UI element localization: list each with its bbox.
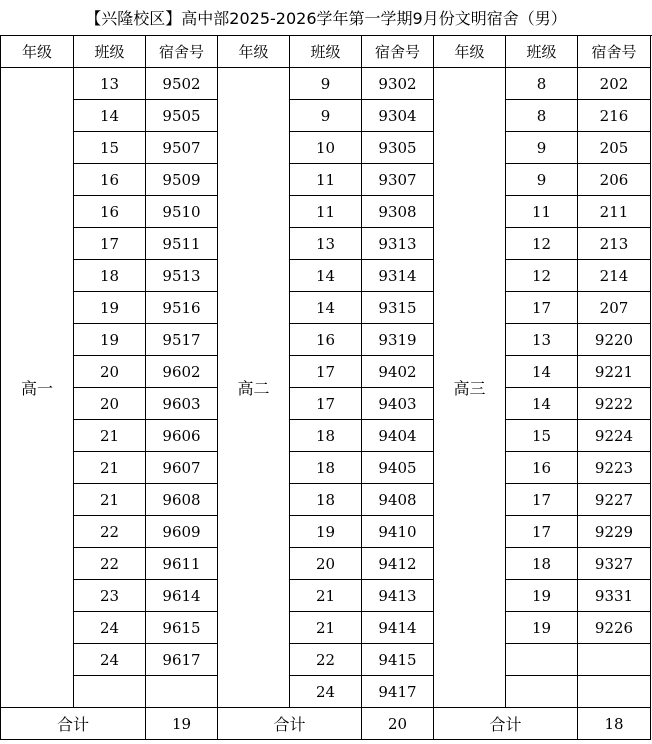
grade-cell[interactable]: 高二 <box>218 68 290 708</box>
table-row <box>1 68 651 100</box>
class-cell[interactable]: 17 <box>290 356 362 388</box>
dorm-cell[interactable]: 9617 <box>146 644 218 676</box>
class-cell[interactable]: 12 <box>506 228 578 260</box>
dorm-cell[interactable]: 9226 <box>578 612 651 644</box>
header-cell-class-3[interactable]: 班级 <box>506 36 578 68</box>
dorm-cell[interactable]: 9327 <box>578 548 651 580</box>
class-cell[interactable]: 18 <box>290 484 362 516</box>
class-cell[interactable]: 19 <box>74 292 146 324</box>
table-row <box>1 228 651 260</box>
class-cell[interactable]: 22 <box>74 548 146 580</box>
dormitory-table <box>0 35 651 740</box>
header-cell-class-2[interactable]: 班级 <box>290 36 362 68</box>
dorm-cell[interactable]: 9307 <box>362 164 434 196</box>
table-row <box>1 100 651 132</box>
class-cell[interactable]: 22 <box>290 644 362 676</box>
table-row <box>1 356 651 388</box>
table-row <box>1 516 651 548</box>
class-cell[interactable]: 19 <box>506 612 578 644</box>
dorm-cell[interactable]: 9614 <box>146 580 218 612</box>
class-cell[interactable]: 24 <box>74 644 146 676</box>
class-cell[interactable]: 10 <box>290 132 362 164</box>
class-cell[interactable]: 12 <box>506 260 578 292</box>
dorm-cell[interactable]: 9319 <box>362 324 434 356</box>
class-cell[interactable]: 14 <box>290 292 362 324</box>
class-cell[interactable]: 8 <box>506 100 578 132</box>
dorm-cell[interactable]: 9502 <box>146 68 218 100</box>
class-cell[interactable] <box>74 676 146 708</box>
class-cell[interactable]: 20 <box>74 356 146 388</box>
dorm-cell[interactable]: 9516 <box>146 292 218 324</box>
class-cell[interactable]: 11 <box>290 164 362 196</box>
dorm-cell[interactable]: 9315 <box>362 292 434 324</box>
table-row <box>1 612 651 644</box>
class-cell[interactable]: 23 <box>74 580 146 612</box>
dorm-cell[interactable]: 9602 <box>146 356 218 388</box>
class-cell[interactable]: 14 <box>74 100 146 132</box>
dorm-cell[interactable]: 9510 <box>146 196 218 228</box>
class-cell[interactable]: 13 <box>74 68 146 100</box>
dorm-cell[interactable]: 9331 <box>578 580 651 612</box>
class-cell[interactable]: 11 <box>290 196 362 228</box>
dorm-cell[interactable]: 9221 <box>578 356 651 388</box>
class-cell[interactable]: 14 <box>506 356 578 388</box>
class-cell[interactable]: 8 <box>506 68 578 100</box>
table-row <box>1 132 651 164</box>
class-cell[interactable]: 14 <box>290 260 362 292</box>
dorm-cell[interactable]: 9606 <box>146 420 218 452</box>
total-label-cell[interactable]: 合计 <box>434 708 578 740</box>
table-row <box>1 580 651 612</box>
class-cell[interactable]: 21 <box>74 484 146 516</box>
dorm-cell[interactable]: 9313 <box>362 228 434 260</box>
header-cell-dorm-1[interactable]: 宿舍号 <box>146 36 218 68</box>
class-cell[interactable] <box>506 644 578 676</box>
dorm-cell[interactable]: 214 <box>578 260 651 292</box>
class-cell[interactable]: 9 <box>290 68 362 100</box>
grade-cell[interactable]: 高三 <box>434 68 506 708</box>
table-row <box>1 388 651 420</box>
dorm-cell[interactable]: 9414 <box>362 612 434 644</box>
dorm-cell[interactable]: 9224 <box>578 420 651 452</box>
dorm-cell[interactable]: 207 <box>578 292 651 324</box>
class-cell[interactable]: 21 <box>74 452 146 484</box>
dorm-cell[interactable]: 9405 <box>362 452 434 484</box>
dorm-cell[interactable]: 9611 <box>146 548 218 580</box>
class-cell[interactable]: 13 <box>506 324 578 356</box>
dorm-cell[interactable]: 9220 <box>578 324 651 356</box>
class-cell[interactable]: 18 <box>506 548 578 580</box>
class-cell[interactable]: 21 <box>290 580 362 612</box>
dorm-cell[interactable]: 9223 <box>578 452 651 484</box>
class-cell[interactable]: 17 <box>506 516 578 548</box>
class-cell[interactable]: 9 <box>506 164 578 196</box>
class-cell[interactable]: 19 <box>506 580 578 612</box>
table-row <box>1 164 651 196</box>
total-label-cell[interactable]: 合计 <box>218 708 362 740</box>
dorm-cell[interactable]: 9402 <box>362 356 434 388</box>
dorm-cell[interactable]: 9314 <box>362 260 434 292</box>
class-cell[interactable]: 14 <box>506 388 578 420</box>
table-body <box>1 36 651 740</box>
header-cell-grade-3[interactable]: 年级 <box>434 36 506 68</box>
class-cell[interactable]: 13 <box>290 228 362 260</box>
total-row <box>1 708 651 740</box>
dorm-cell[interactable]: 9415 <box>362 644 434 676</box>
dorm-cell[interactable]: 9615 <box>146 612 218 644</box>
dorm-cell[interactable]: 213 <box>578 228 651 260</box>
dorm-cell[interactable] <box>578 644 651 676</box>
class-cell[interactable]: 9 <box>506 132 578 164</box>
class-cell[interactable]: 18 <box>290 452 362 484</box>
dorm-cell[interactable]: 9507 <box>146 132 218 164</box>
class-cell[interactable]: 17 <box>74 228 146 260</box>
dorm-cell[interactable]: 9308 <box>362 196 434 228</box>
table-row <box>1 644 651 676</box>
dorm-cell[interactable]: 9304 <box>362 100 434 132</box>
class-cell[interactable]: 15 <box>506 420 578 452</box>
dorm-cell[interactable]: 216 <box>578 100 651 132</box>
dorm-cell[interactable]: 205 <box>578 132 651 164</box>
class-cell[interactable]: 17 <box>290 388 362 420</box>
total-label-cell[interactable]: 合计 <box>1 708 146 740</box>
class-cell[interactable]: 16 <box>74 164 146 196</box>
total-value-cell[interactable]: 19 <box>146 708 218 740</box>
total-value-cell[interactable]: 18 <box>578 708 651 740</box>
class-cell[interactable]: 18 <box>74 260 146 292</box>
dorm-cell[interactable]: 9513 <box>146 260 218 292</box>
class-cell[interactable]: 19 <box>74 324 146 356</box>
table-row <box>1 452 651 484</box>
dorm-cell[interactable]: 9408 <box>362 484 434 516</box>
class-cell[interactable]: 16 <box>506 452 578 484</box>
class-cell[interactable]: 21 <box>74 420 146 452</box>
dorm-cell[interactable] <box>578 676 651 708</box>
class-cell[interactable]: 19 <box>290 516 362 548</box>
class-cell[interactable]: 15 <box>74 132 146 164</box>
grade-cell[interactable]: 高一 <box>1 68 74 708</box>
class-cell[interactable]: 24 <box>74 612 146 644</box>
sheet-title: 【兴隆校区】高中部2025-2026学年第一学期9月份文明宿舍（男） <box>0 0 652 36</box>
dorm-cell[interactable]: 9222 <box>578 388 651 420</box>
dorm-cell[interactable]: 9517 <box>146 324 218 356</box>
dorm-cell[interactable]: 9404 <box>362 420 434 452</box>
dorm-cell[interactable]: 9608 <box>146 484 218 516</box>
dorm-cell[interactable]: 202 <box>578 68 651 100</box>
class-cell[interactable]: 17 <box>506 484 578 516</box>
dorm-cell[interactable] <box>146 676 218 708</box>
dorm-cell[interactable]: 9305 <box>362 132 434 164</box>
table-row <box>1 676 651 708</box>
header-cell-grade-2[interactable]: 年级 <box>218 36 290 68</box>
dorm-cell[interactable]: 9417 <box>362 676 434 708</box>
class-cell[interactable]: 24 <box>290 676 362 708</box>
class-cell[interactable]: 16 <box>74 196 146 228</box>
table-row <box>1 324 651 356</box>
table-row <box>1 196 651 228</box>
dorm-cell[interactable]: 9607 <box>146 452 218 484</box>
dorm-cell[interactable]: 9227 <box>578 484 651 516</box>
dorm-cell[interactable]: 9413 <box>362 580 434 612</box>
table-row <box>1 548 651 580</box>
dorm-cell[interactable]: 9229 <box>578 516 651 548</box>
dorm-cell[interactable]: 206 <box>578 164 651 196</box>
class-cell[interactable]: 20 <box>290 548 362 580</box>
class-cell[interactable]: 18 <box>290 420 362 452</box>
dorm-cell[interactable]: 9302 <box>362 68 434 100</box>
dorm-cell[interactable]: 9505 <box>146 100 218 132</box>
table-row <box>1 260 651 292</box>
header-cell-grade-1[interactable]: 年级 <box>1 36 74 68</box>
table-row <box>1 484 651 516</box>
dorm-cell[interactable]: 9511 <box>146 228 218 260</box>
class-cell[interactable]: 11 <box>506 196 578 228</box>
class-cell[interactable] <box>506 676 578 708</box>
class-cell[interactable]: 20 <box>74 388 146 420</box>
class-cell[interactable]: 21 <box>290 612 362 644</box>
class-cell[interactable]: 22 <box>74 516 146 548</box>
dorm-cell[interactable]: 9509 <box>146 164 218 196</box>
dorm-cell[interactable]: 9609 <box>146 516 218 548</box>
dorm-cell[interactable]: 9603 <box>146 388 218 420</box>
header-cell-dorm-3[interactable]: 宿舍号 <box>578 36 651 68</box>
header-row <box>1 36 651 68</box>
dorm-cell[interactable]: 9410 <box>362 516 434 548</box>
table-row <box>1 292 651 324</box>
dorm-cell[interactable]: 211 <box>578 196 651 228</box>
dorm-cell[interactable]: 9403 <box>362 388 434 420</box>
header-cell-class-1[interactable]: 班级 <box>74 36 146 68</box>
dorm-cell[interactable]: 9412 <box>362 548 434 580</box>
class-cell[interactable]: 17 <box>506 292 578 324</box>
class-cell[interactable]: 16 <box>290 324 362 356</box>
header-cell-dorm-2[interactable]: 宿舍号 <box>362 36 434 68</box>
table-row <box>1 420 651 452</box>
class-cell[interactable]: 9 <box>290 100 362 132</box>
total-value-cell[interactable]: 20 <box>362 708 434 740</box>
